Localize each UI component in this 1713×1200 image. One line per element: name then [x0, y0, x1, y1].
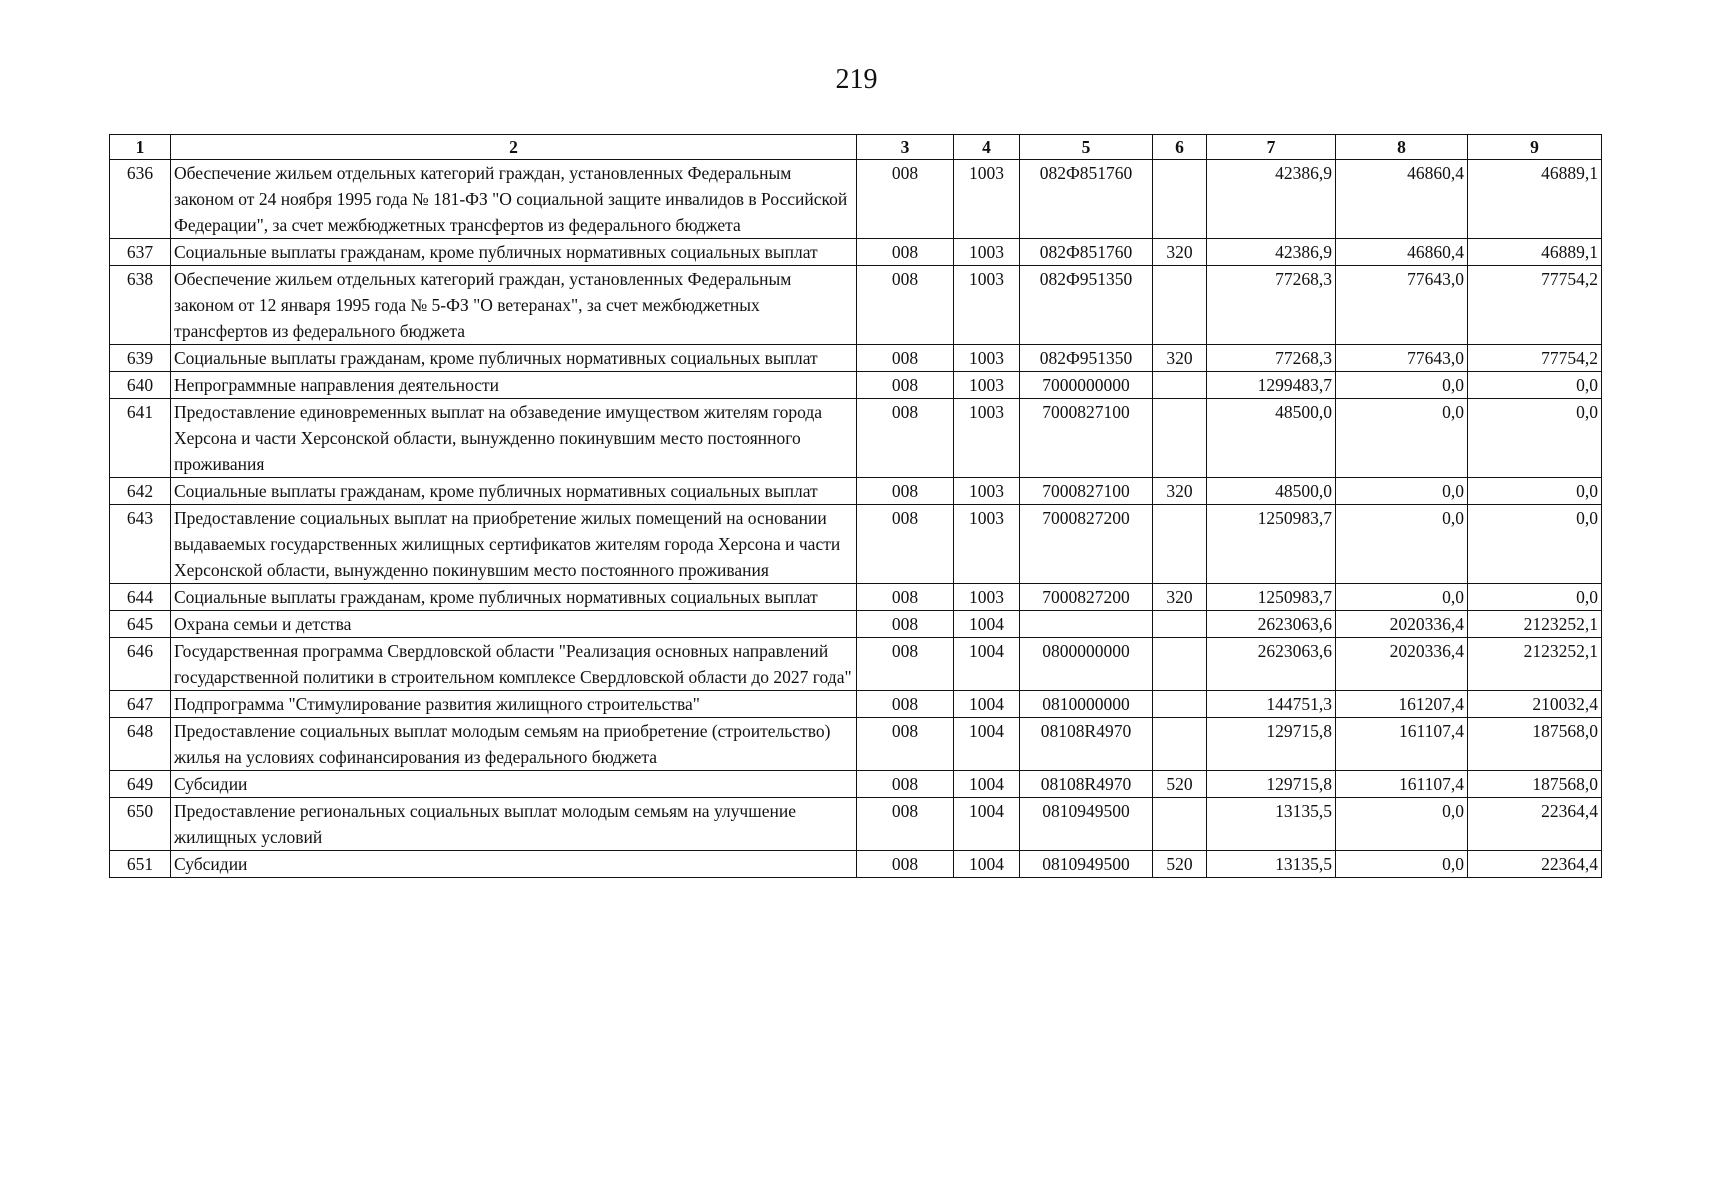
section-code: 1004	[954, 718, 1020, 771]
expense-kind: 320	[1153, 345, 1207, 372]
amount-col-9: 0,0	[1468, 505, 1602, 584]
row-name: Предоставление единовременных выплат на обзаведение имуществом жителям города Херсона и части Херсонской области, вынужденно покинувшим место постоянного проживания	[171, 399, 857, 478]
amount-col-7: 13135,5	[1207, 798, 1336, 851]
table-row	[110, 372, 1602, 399]
amount-col-8: 2020336,4	[1336, 611, 1468, 638]
amount-col-9: 0,0	[1468, 372, 1602, 399]
ministry-code: 008	[857, 239, 954, 266]
target-code: 082Ф951350	[1020, 266, 1153, 345]
amount-col-9: 77754,2	[1468, 345, 1602, 372]
row-name: Социальные выплаты гражданам, кроме публичных нормативных социальных выплат	[171, 239, 857, 266]
amount-col-8: 0,0	[1336, 584, 1468, 611]
amount-col-8: 46860,4	[1336, 239, 1468, 266]
target-code: 08108R4970	[1020, 718, 1153, 771]
ministry-code: 008	[857, 771, 954, 798]
row-number: 636	[110, 160, 171, 239]
amount-col-9: 0,0	[1468, 478, 1602, 505]
ministry-code: 008	[857, 160, 954, 239]
table-row	[110, 478, 1602, 505]
target-code: 7000827200	[1020, 505, 1153, 584]
table-row	[110, 266, 1602, 345]
row-number: 650	[110, 798, 171, 851]
amount-col-7: 129715,8	[1207, 718, 1336, 771]
amount-col-9: 2123252,1	[1468, 638, 1602, 691]
amount-col-8: 161107,4	[1336, 718, 1468, 771]
expense-kind: 520	[1153, 771, 1207, 798]
expense-kind	[1153, 798, 1207, 851]
table-row	[110, 771, 1602, 798]
row-number: 649	[110, 771, 171, 798]
amount-col-9: 46889,1	[1468, 160, 1602, 239]
row-number: 642	[110, 478, 171, 505]
amount-col-7: 77268,3	[1207, 345, 1336, 372]
row-name: Предоставление социальных выплат на приобретение жилых помещений на основании выдаваемых государственных жилищных сертификатов жителям города Херсона и части Херсонской области, вынужденно покинувшим место постоянного проживания	[171, 505, 857, 584]
section-code: 1003	[954, 584, 1020, 611]
row-name: Социальные выплаты гражданам, кроме публичных нормативных социальных выплат	[171, 345, 857, 372]
ministry-code: 008	[857, 691, 954, 718]
row-name: Непрограммные направления деятельности	[171, 372, 857, 399]
amount-col-8: 0,0	[1336, 372, 1468, 399]
row-number: 637	[110, 239, 171, 266]
target-code: 0810949500	[1020, 851, 1153, 878]
row-name: Социальные выплаты гражданам, кроме публичных нормативных социальных выплат	[171, 584, 857, 611]
target-code: 082Ф951350	[1020, 345, 1153, 372]
section-code: 1003	[954, 399, 1020, 478]
amount-col-8: 77643,0	[1336, 345, 1468, 372]
table-row	[110, 160, 1602, 239]
row-name: Охрана семьи и детства	[171, 611, 857, 638]
row-number: 645	[110, 611, 171, 638]
table-row	[110, 798, 1602, 851]
row-name: Субсидии	[171, 851, 857, 878]
table-row	[110, 505, 1602, 584]
table-row	[110, 691, 1602, 718]
amount-col-9: 187568,0	[1468, 771, 1602, 798]
amount-col-9: 46889,1	[1468, 239, 1602, 266]
header-col-6: 6	[1153, 135, 1207, 160]
table-row	[110, 345, 1602, 372]
target-code: 7000827100	[1020, 478, 1153, 505]
row-number: 651	[110, 851, 171, 878]
target-code: 0810000000	[1020, 691, 1153, 718]
target-code: 7000000000	[1020, 372, 1153, 399]
section-code: 1003	[954, 266, 1020, 345]
header-row	[110, 135, 1602, 160]
expense-kind: 520	[1153, 851, 1207, 878]
table-row	[110, 611, 1602, 638]
ministry-code: 008	[857, 372, 954, 399]
ministry-code: 008	[857, 851, 954, 878]
ministry-code: 008	[857, 584, 954, 611]
row-number: 638	[110, 266, 171, 345]
row-name: Предоставление социальных выплат молодым семьям на приобретение (строительство) жилья на условиях софинансирования из федерального бюджета	[171, 718, 857, 771]
expense-kind	[1153, 372, 1207, 399]
target-code: 082Ф851760	[1020, 239, 1153, 266]
header-col-8: 8	[1336, 135, 1468, 160]
table-row	[110, 584, 1602, 611]
amount-col-9: 187568,0	[1468, 718, 1602, 771]
header-col-1: 1	[110, 135, 171, 160]
header-col-2: 2	[171, 135, 857, 160]
row-number: 641	[110, 399, 171, 478]
expense-kind	[1153, 718, 1207, 771]
section-code: 1004	[954, 611, 1020, 638]
table-row	[110, 718, 1602, 771]
page-number: 219	[835, 64, 878, 95]
amount-col-9: 77754,2	[1468, 266, 1602, 345]
amount-col-8: 77643,0	[1336, 266, 1468, 345]
amount-col-9: 210032,4	[1468, 691, 1602, 718]
header-col-4: 4	[954, 135, 1020, 160]
amount-col-8: 161107,4	[1336, 771, 1468, 798]
header-col-9: 9	[1468, 135, 1602, 160]
amount-col-8: 0,0	[1336, 478, 1468, 505]
amount-col-7: 77268,3	[1207, 266, 1336, 345]
header-col-3: 3	[857, 135, 954, 160]
target-code: 7000827200	[1020, 584, 1153, 611]
row-name: Социальные выплаты гражданам, кроме публичных нормативных социальных выплат	[171, 478, 857, 505]
ministry-code: 008	[857, 266, 954, 345]
row-name: Государственная программа Свердловской области "Реализация основных направлений государственной политики в строительном комплексе Свердловской области до 2027 года"	[171, 638, 857, 691]
row-number: 643	[110, 505, 171, 584]
target-code: 0810949500	[1020, 798, 1153, 851]
section-code: 1003	[954, 372, 1020, 399]
expense-kind	[1153, 638, 1207, 691]
header-col-5: 5	[1020, 135, 1153, 160]
amount-col-7: 1299483,7	[1207, 372, 1336, 399]
row-number: 640	[110, 372, 171, 399]
amount-col-9: 0,0	[1468, 399, 1602, 478]
ministry-code: 008	[857, 638, 954, 691]
amount-col-8: 0,0	[1336, 505, 1468, 584]
section-code: 1003	[954, 505, 1020, 584]
row-name: Обеспечение жильем отдельных категорий граждан, установленных Федеральным законом от 24 ноября 1995 года № 181-ФЗ "О социальной защите инвалидов в Российской Федерации", за счет межбюджетных трансфертов из федерального бюджета	[171, 160, 857, 239]
amount-col-7: 48500,0	[1207, 478, 1336, 505]
amount-col-7: 144751,3	[1207, 691, 1336, 718]
table-row	[110, 239, 1602, 266]
row-name: Субсидии	[171, 771, 857, 798]
section-code: 1004	[954, 638, 1020, 691]
section-code: 1004	[954, 771, 1020, 798]
ministry-code: 008	[857, 505, 954, 584]
table-row	[110, 851, 1602, 878]
expense-kind	[1153, 611, 1207, 638]
ministry-code: 008	[857, 611, 954, 638]
amount-col-8: 2020336,4	[1336, 638, 1468, 691]
row-number: 644	[110, 584, 171, 611]
section-code: 1003	[954, 239, 1020, 266]
amount-col-7: 42386,9	[1207, 160, 1336, 239]
row-number: 648	[110, 718, 171, 771]
section-code: 1004	[954, 691, 1020, 718]
target-code: 7000827100	[1020, 399, 1153, 478]
ministry-code: 008	[857, 718, 954, 771]
section-code: 1003	[954, 345, 1020, 372]
row-number: 646	[110, 638, 171, 691]
row-name: Обеспечение жильем отдельных категорий граждан, установленных Федеральным законом от 12 января 1995 года № 5-ФЗ "О ветеранах", за счет межбюджетных трансфертов из федерального бюджета	[171, 266, 857, 345]
amount-col-7: 129715,8	[1207, 771, 1336, 798]
expense-kind: 320	[1153, 239, 1207, 266]
ministry-code: 008	[857, 478, 954, 505]
amount-col-9: 2123252,1	[1468, 611, 1602, 638]
amount-col-8: 161207,4	[1336, 691, 1468, 718]
budget-table	[109, 134, 1602, 878]
amount-col-9: 0,0	[1468, 584, 1602, 611]
expense-kind: 320	[1153, 478, 1207, 505]
table-row	[110, 399, 1602, 478]
amount-col-9: 22364,4	[1468, 798, 1602, 851]
ministry-code: 008	[857, 345, 954, 372]
header-col-7: 7	[1207, 135, 1336, 160]
section-code: 1004	[954, 798, 1020, 851]
expense-kind	[1153, 399, 1207, 478]
expense-kind	[1153, 266, 1207, 345]
ministry-code: 008	[857, 399, 954, 478]
target-code: 0800000000	[1020, 638, 1153, 691]
amount-col-7: 48500,0	[1207, 399, 1336, 478]
row-name: Предоставление региональных социальных выплат молодым семьям на улучшение жилищных условий	[171, 798, 857, 851]
amount-col-8: 0,0	[1336, 798, 1468, 851]
expense-kind: 320	[1153, 584, 1207, 611]
target-code	[1020, 611, 1153, 638]
ministry-code: 008	[857, 798, 954, 851]
expense-kind	[1153, 691, 1207, 718]
row-number: 647	[110, 691, 171, 718]
amount-col-7: 1250983,7	[1207, 584, 1336, 611]
amount-col-9: 22364,4	[1468, 851, 1602, 878]
amount-col-8: 46860,4	[1336, 160, 1468, 239]
amount-col-7: 13135,5	[1207, 851, 1336, 878]
amount-col-7: 2623063,6	[1207, 638, 1336, 691]
amount-col-7: 42386,9	[1207, 239, 1336, 266]
section-code: 1003	[954, 160, 1020, 239]
table-row	[110, 638, 1602, 691]
row-number: 639	[110, 345, 171, 372]
amount-col-7: 2623063,6	[1207, 611, 1336, 638]
target-code: 082Ф851760	[1020, 160, 1153, 239]
amount-col-8: 0,0	[1336, 851, 1468, 878]
section-code: 1003	[954, 478, 1020, 505]
amount-col-7: 1250983,7	[1207, 505, 1336, 584]
row-name: Подпрограмма "Стимулирование развития жилищного строительства"	[171, 691, 857, 718]
section-code: 1004	[954, 851, 1020, 878]
target-code: 08108R4970	[1020, 771, 1153, 798]
amount-col-8: 0,0	[1336, 399, 1468, 478]
expense-kind	[1153, 160, 1207, 239]
expense-kind	[1153, 505, 1207, 584]
